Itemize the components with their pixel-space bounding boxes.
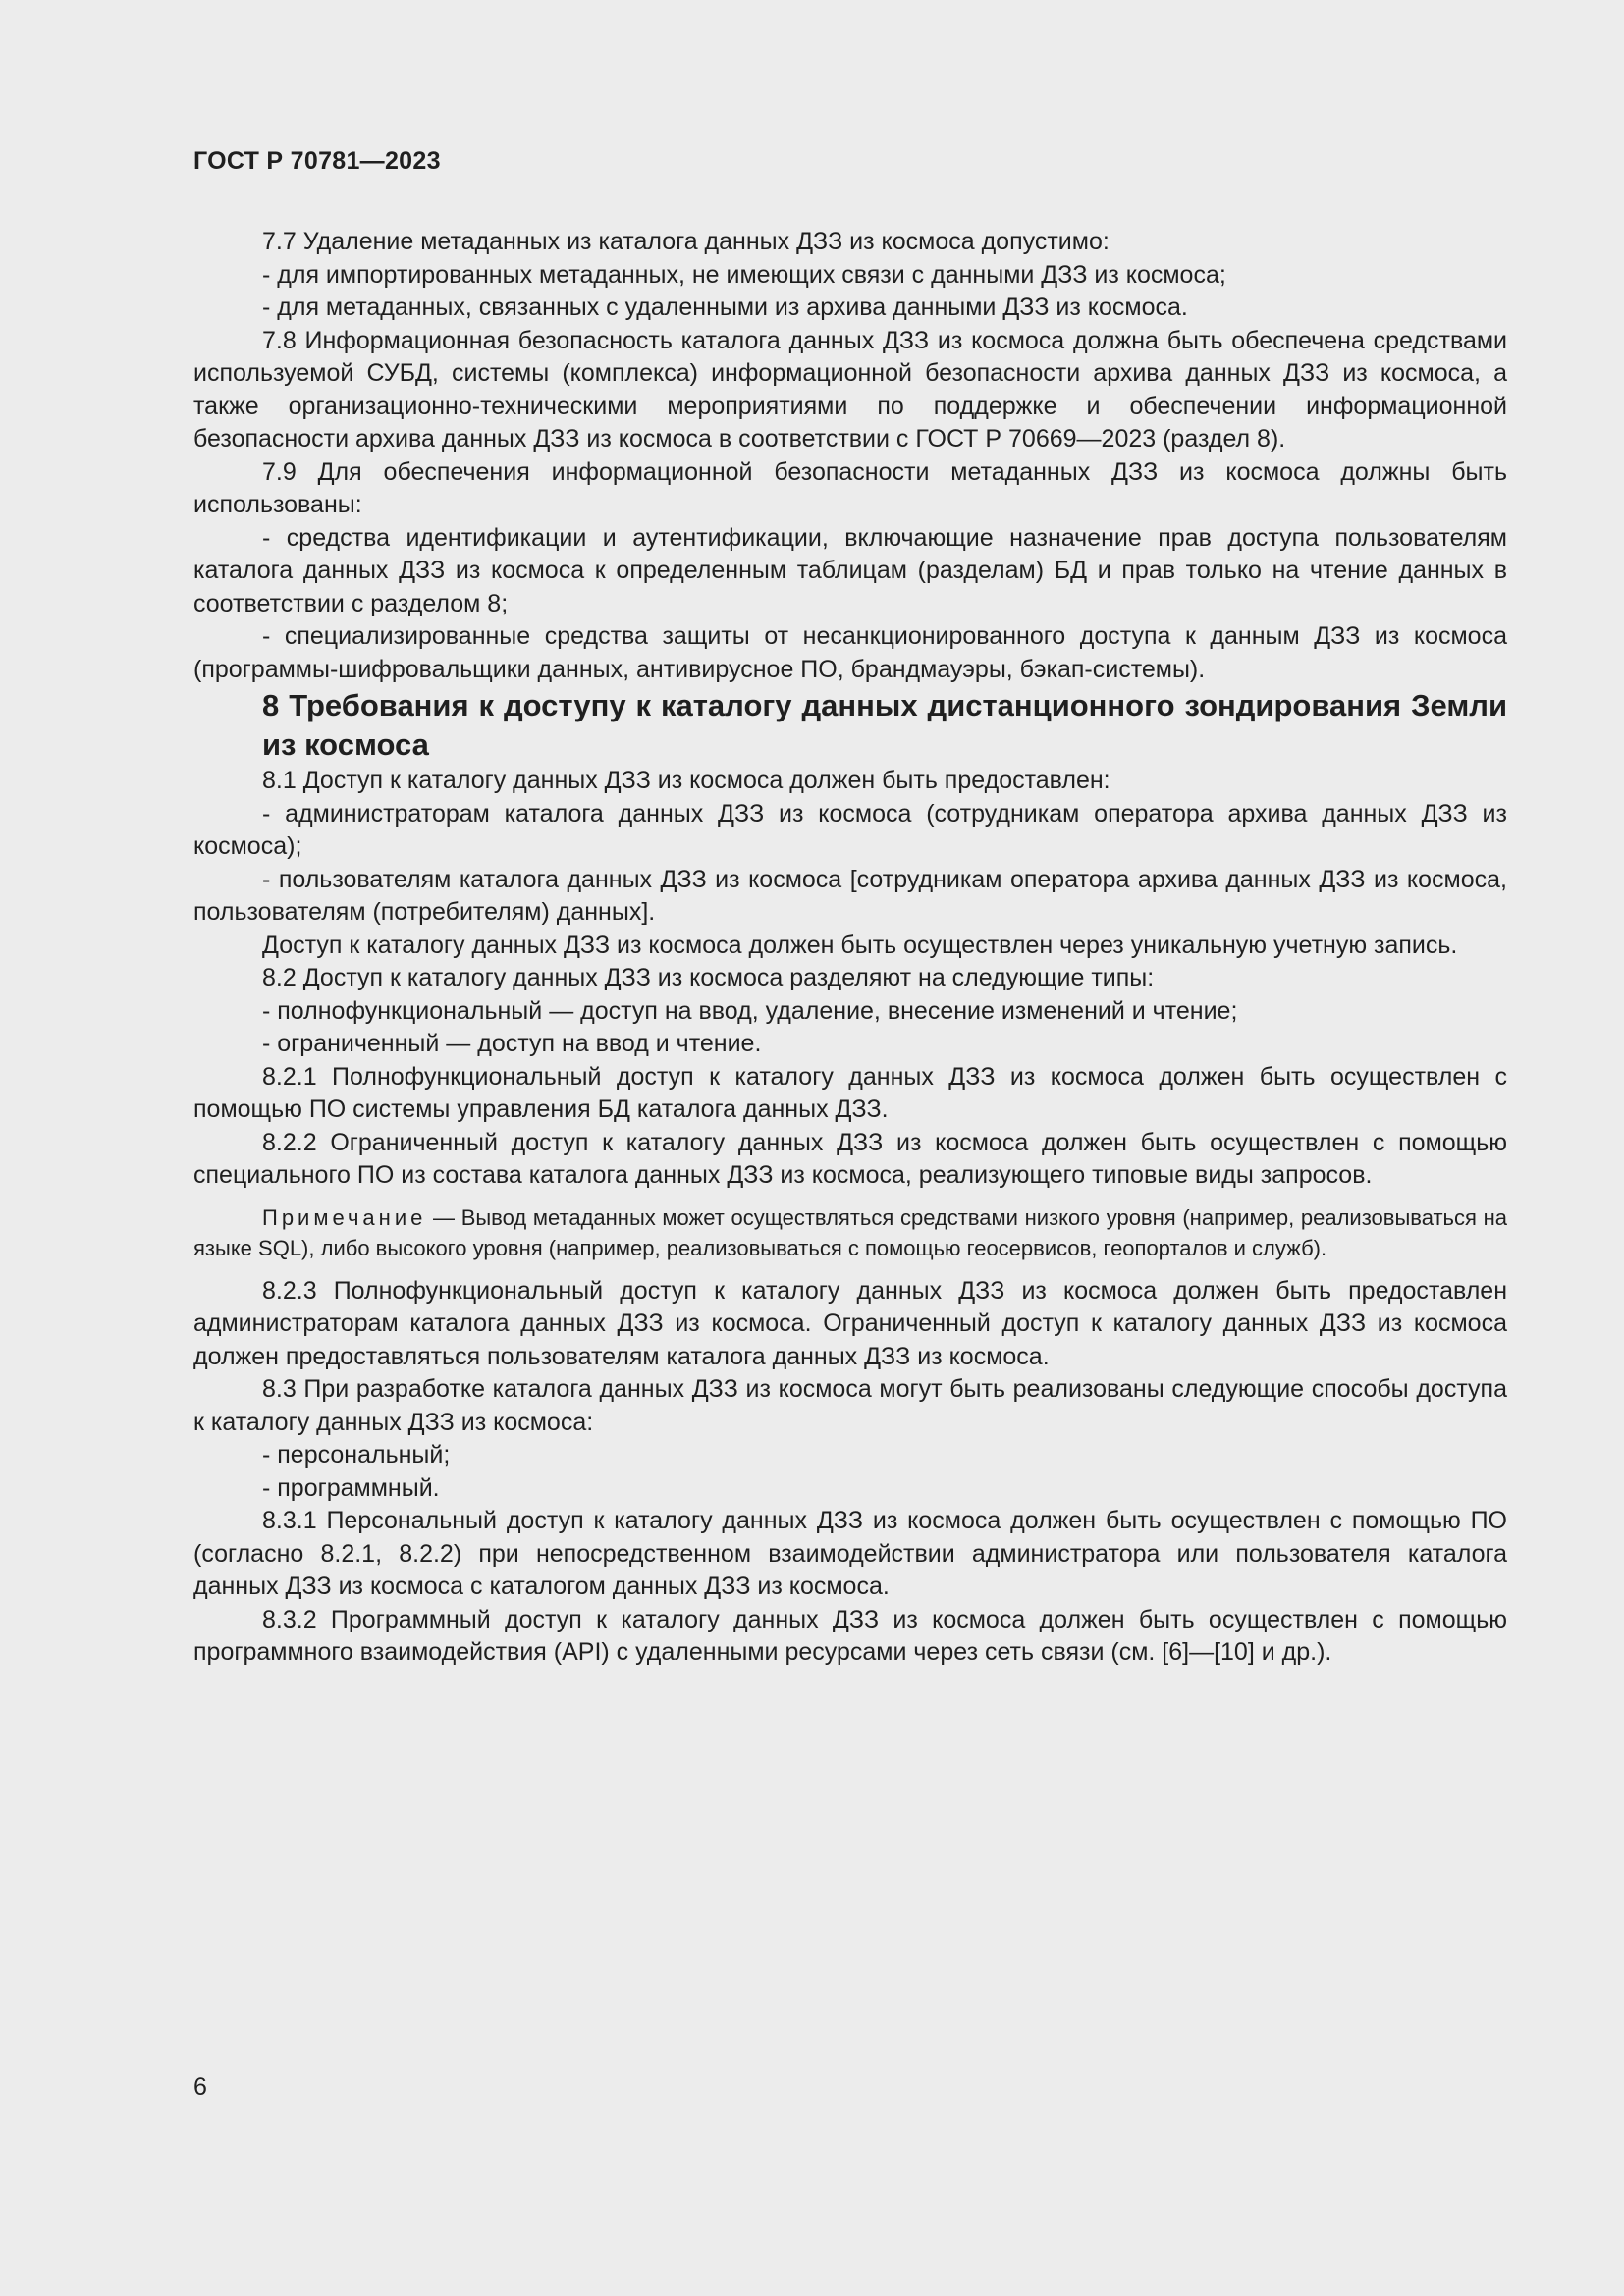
paragraph-8-3-2: 8.3.2 Программный доступ к каталогу данных ДЗЗ из космоса должен быть осуществлен с помощью программного взаимодействия (API) с удаленными ресурсами через сеть связи (см. [6]—[10] и др.). bbox=[193, 1605, 1507, 1666]
note-text: — Вывод метаданных может осуществляться средствами низкого уровня (например, реализовываться на языке SQL), либо высокого уровня (например, реализовываться с помощью геосервисов, геопорталов и служб). bbox=[193, 1204, 1507, 1260]
paragraph-7-7: 7.7 Удаление метаданных из каталога данных ДЗЗ из космоса допустимо: bbox=[262, 228, 1110, 255]
list-item-8-2-2: - ограниченный — доступ на ввод и чтение. bbox=[262, 1030, 762, 1057]
paragraph-7-9: 7.9 Для обеспечения информационной безопасности метаданных ДЗЗ из космоса должны быть использованы: bbox=[193, 457, 1507, 518]
list-item-8-3-2: - программный. bbox=[262, 1473, 440, 1502]
note-paragraph bbox=[193, 1202, 1507, 1263]
paragraph-8-1-account: Доступ к каталогу данных ДЗЗ из космоса должен быть осуществлен через уникальную учетную запись. bbox=[262, 931, 1458, 959]
list-item-7-7-1: - для импортированных метаданных, не имеющих связи с данными ДЗЗ из космоса; bbox=[262, 260, 1226, 289]
paragraph-8-2-3: 8.2.3 Полнофункциональный доступ к каталогу данных ДЗЗ из космоса должен быть предоставлен администраторам каталога данных ДЗЗ из космоса. Ограниченный доступ к каталогу данных ДЗЗ из космоса должен предоставляться пользователям каталога данных ДЗЗ из космоса. bbox=[193, 1276, 1507, 1370]
list-item-8-3-1: - персональный; bbox=[262, 1441, 451, 1468]
list-item-8-2-1: - полнофункциональный — доступ на ввод, удаление, внесение изменений и чтение; bbox=[262, 996, 1238, 1025]
document-code-header: ГОСТ Р 70781—2023 bbox=[193, 147, 441, 175]
paragraph-8-2-1: 8.2.1 Полнофункциональный доступ к каталогу данных ДЗЗ из космоса должен быть осуществлен с помощью ПО системы управления БД каталога данных ДЗЗ. bbox=[193, 1062, 1507, 1123]
list-item-8-1-2: - пользователям каталога данных ДЗЗ из космоса [сотрудникам оператора архива данных ДЗЗ из космоса, пользователям (потребителям) данных]. bbox=[193, 865, 1507, 926]
paragraph-7-8: 7.8 Информационная безопасность каталога данных ДЗЗ из космоса должна быть обеспечена средствами используемой СУБД, системы (комплекса) информационной безопасности архива данных ДЗЗ из космоса, а также организационно-техническими мероприятиями по поддержке и обеспечении информационной безопасности архива данных ДЗЗ из космоса в соответствии с ГОСТ Р 70669—2023 (раздел 8). bbox=[193, 326, 1507, 453]
note-label: Примечание bbox=[262, 1204, 427, 1230]
list-item-7-9-2: - специализированные средства защиты от несанкционированного доступа к данным ДЗЗ из космоса (программы-шифровальщики данных, антивирусное ПО, брандмауэры, бэкап-системы). bbox=[193, 622, 1507, 683]
paragraph-8-2-2: 8.2.2 Ограниченный доступ к каталогу данных ДЗЗ из космоса должен быть осуществлен с помощью специального ПО из состава каталога данных ДЗЗ из космоса, реализующего типовые виды запросов. bbox=[193, 1128, 1507, 1189]
list-item-7-7-2: - для метаданных, связанных с удаленными из архива данными ДЗЗ из космоса. bbox=[262, 294, 1188, 321]
list-item-7-9-1: - средства идентификации и аутентификации, включающие назначение прав доступа пользователям каталога данных ДЗЗ из космоса к определенным таблицам (разделам) БД и прав только на чтение данных в соответствии с разделом 8; bbox=[193, 523, 1507, 617]
paragraph-8-3-1: 8.3.1 Персональный доступ к каталогу данных ДЗЗ из космоса должен быть осуществлен с помощью ПО (согласно 8.2.1, 8.2.2) при непосредственном взаимодействии администратора или пользователя каталога данных ДЗЗ из космоса с каталогом данных ДЗЗ из космоса. bbox=[193, 1507, 1507, 1600]
paragraph-8-2: 8.2 Доступ к каталогу данных ДЗЗ из космоса разделяют на следующие типы: bbox=[262, 964, 1155, 991]
list-item-8-1-1: - администраторам каталога данных ДЗЗ из космоса (сотрудникам оператора архива данных ДЗЗ из космоса); bbox=[193, 799, 1507, 860]
document-body bbox=[193, 226, 1507, 1670]
paragraph-8-1: 8.1 Доступ к каталогу данных ДЗЗ из космоса должен быть предоставлен: bbox=[262, 767, 1110, 794]
section-8-heading: 8 Требования к доступу к каталогу данных дистанционного зондирования Земли из космоса bbox=[262, 688, 1507, 762]
page-number: 6 bbox=[193, 2073, 207, 2101]
paragraph-8-3: 8.3 При разработке каталога данных ДЗЗ из космоса могут быть реализованы следующие способы доступа к каталогу данных ДЗЗ из космоса: bbox=[193, 1375, 1507, 1436]
